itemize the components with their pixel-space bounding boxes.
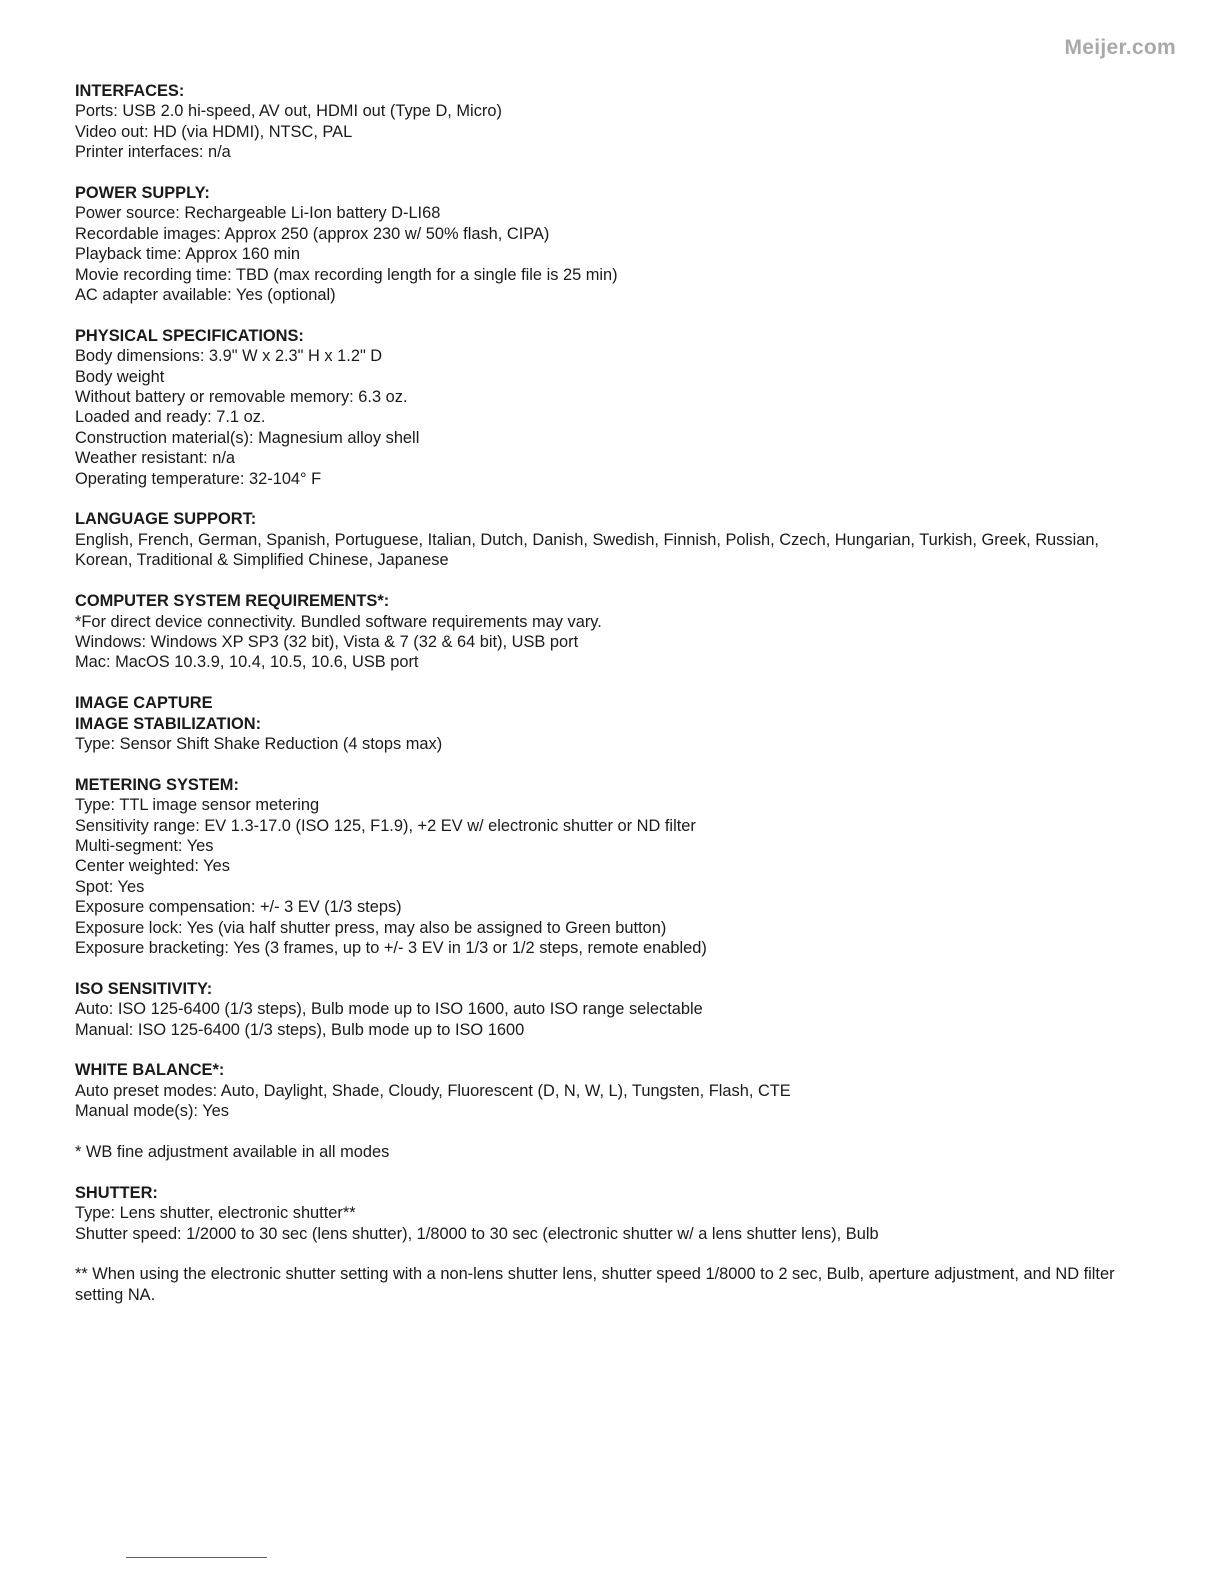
section-heading: PHYSICAL SPECIFICATIONS: [75,326,304,345]
section-heading: IMAGE CAPTURE [75,694,213,713]
shutter-footnote: ** When using the electronic shutter setting with a non-lens shutter lens, shutter speed 1/8000 to 2 sec, Bulb, aperture adjustment, and ND filter setting NA. [75,1265,1115,1304]
spec-line: Printer interfaces: n/a [75,143,231,162]
spec-line: Movie recording time: TBD (max recording length for a single file is 25 min) [75,265,618,284]
section-interfaces [75,81,1155,163]
spec-line: Manual mode(s): Yes [75,1102,229,1121]
spec-line: Auto preset modes: Auto, Daylight, Shade, Cloudy, Fluorescent (D, N, W, L), Tungsten, Flash, CTE [75,1081,791,1100]
spec-line: Without battery or removable memory: 6.3 oz. [75,388,408,407]
spec-line: Loaded and ready: 7.1 oz. [75,408,266,427]
section-heading: LANGUAGE SUPPORT: [75,510,257,529]
spec-line: Spot: Yes [75,877,145,896]
section-heading: COMPUTER SYSTEM REQUIREMENTS*: [75,592,390,611]
spec-line: Sensitivity range: EV 1.3-17.0 (ISO 125, F1.9), +2 EV w/ electronic shutter or ND filter [75,816,696,835]
section-heading: IMAGE STABILIZATION: [75,714,262,733]
spec-document [75,81,1155,1305]
section-image-stabilization [75,714,1155,755]
spec-line: Exposure bracketing: Yes (3 frames, up to +/- 3 EV in 1/3 or 1/2 steps, remote enabled) [75,938,707,957]
spec-line: Windows: Windows XP SP3 (32 bit), Vista & 7 (32 & 64 bit), USB port [75,632,579,651]
spec-line: Playback time: Approx 160 min [75,245,301,264]
spec-line: Multi-segment: Yes [75,836,214,855]
spec-line: Ports: USB 2.0 hi-speed, AV out, HDMI out (Type D, Micro) [75,102,502,121]
section-iso-sensitivity [75,979,1155,1040]
section-physical-specifications [75,326,1155,489]
spec-line: Recordable images: Approx 250 (approx 230 w/ 50% flash, CIPA) [75,224,550,243]
spec-line: Type: Sensor Shift Shake Reduction (4 stops max) [75,734,443,753]
section-language-support [75,509,1155,570]
white-balance-footnote: * WB fine adjustment available in all modes [75,1142,390,1161]
spec-line: Mac: MacOS 10.3.9, 10.4, 10.5, 10.6, USB port [75,653,419,672]
spec-line: Manual: ISO 125-6400 (1/3 steps), Bulb mode up to ISO 1600 [75,1020,525,1039]
spec-line: AC adapter available: Yes (optional) [75,286,336,305]
section-computer-requirements [75,591,1155,673]
spec-line: *For direct device connectivity. Bundled software requirements may vary. [75,612,602,631]
section-image-capture [75,693,1155,713]
spec-line: Power source: Rechargeable Li-Ion battery D-LI68 [75,204,441,223]
section-heading: ISO SENSITIVITY: [75,979,213,998]
section-shutter [75,1183,1155,1244]
section-white-balance [75,1060,1155,1121]
spec-line: Weather resistant: n/a [75,449,236,468]
spec-line: Exposure lock: Yes (via half shutter press, may also be assigned to Green button) [75,918,667,937]
spec-line: Type: TTL image sensor metering [75,796,320,815]
spec-line: Type: Lens shutter, electronic shutter** [75,1204,356,1223]
spec-line: Exposure compensation: +/- 3 EV (1/3 steps) [75,898,402,917]
spec-line: Video out: HD (via HDMI), NTSC, PAL [75,122,353,141]
spec-line: Shutter speed: 1/2000 to 30 sec (lens shutter), 1/8000 to 30 sec (electronic shutter w/ a lens shutter lens), Bulb [75,1224,879,1243]
meijer-watermark: Meijer.com [1064,36,1176,59]
section-power-supply [75,183,1155,305]
section-heading: POWER SUPPLY: [75,184,210,203]
spec-line: Center weighted: Yes [75,857,230,876]
spec-line: Body dimensions: 3.9" W x 2.3" H x 1.2" D [75,347,383,366]
spec-line: Auto: ISO 125-6400 (1/3 steps), Bulb mode up to ISO 1600, auto ISO range selectable [75,1000,703,1019]
spec-line: Construction material(s): Magnesium alloy shell [75,428,420,447]
footnote-separator-line [126,1557,267,1558]
section-metering-system [75,775,1155,959]
section-heading: METERING SYSTEM: [75,775,239,794]
spec-line: Body weight [75,367,165,386]
section-heading: INTERFACES: [75,82,185,100]
section-heading: WHITE BALANCE*: [75,1061,225,1080]
spec-paragraph: English, French, German, Spanish, Portuguese, Italian, Dutch, Danish, Swedish, Finnish, Polish, Czech, Hungarian, Turkish, Greek, Russian, Korean, Traditional & Simplified Chinese, Japanese [75,530,1099,570]
spec-line: Operating temperature: 32-104° F [75,469,322,488]
section-heading: SHUTTER: [75,1183,158,1202]
